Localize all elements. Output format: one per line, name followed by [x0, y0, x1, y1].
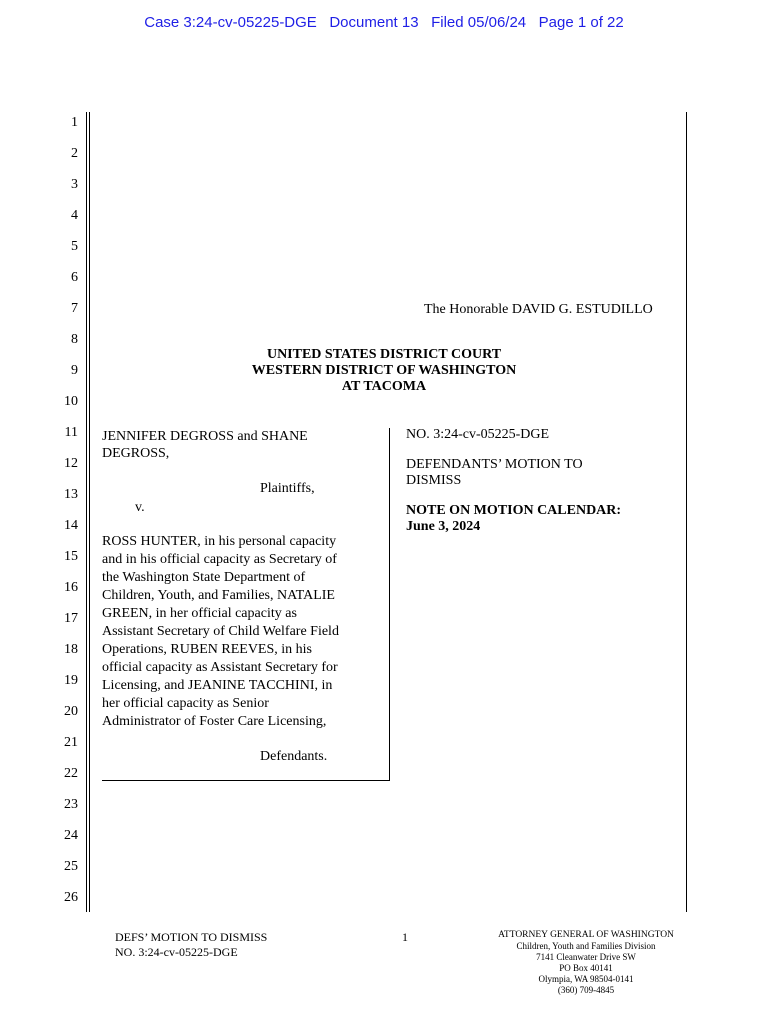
line-number: 23	[64, 797, 78, 812]
line-number: 8	[71, 332, 78, 347]
footer-document-title: DEFS’ MOTION TO DISMISS	[115, 930, 268, 944]
left-margin-rule-outer	[86, 112, 87, 912]
line-number: 15	[64, 549, 78, 564]
footer-page-number: 1	[402, 930, 408, 944]
line-number: 18	[64, 642, 78, 657]
defendants-line: the Washington State Department of	[102, 570, 306, 585]
defendants-line: Children, Youth, and Families, NATALIE	[102, 588, 335, 603]
line-number: 16	[64, 580, 78, 595]
line-number: 6	[71, 270, 78, 285]
defendants-line: ROSS HUNTER, in his personal capacity	[102, 534, 337, 549]
line-number: 20	[64, 704, 78, 719]
line-number: 19	[64, 673, 78, 688]
right-margin-rule	[686, 112, 687, 912]
footer-case-number: NO. 3:24-cv-05225-DGE	[115, 945, 238, 959]
versus: v.	[135, 500, 145, 515]
line-number: 13	[64, 487, 78, 502]
line-number: 21	[64, 735, 78, 750]
defendants-line: and in his official capacity as Secretary of	[102, 552, 337, 567]
line-number: 17	[64, 611, 78, 626]
line-number: 2	[71, 146, 78, 161]
ecf-header	[0, 14, 768, 31]
line-number: 5	[71, 239, 78, 254]
ag-street: 7141 Cleanwater Drive SW	[536, 952, 636, 962]
plaintiffs-names-cont: DEGROSS,	[102, 446, 170, 461]
case-number: Case 3:24-cv-05225-DGE	[144, 14, 317, 31]
motion-calendar-date: June 3, 2024	[406, 519, 481, 534]
filed-date: Filed 05/06/24	[431, 14, 527, 31]
line-number: 22	[64, 766, 78, 781]
court-name: UNITED STATES DISTRICT COURT	[266, 347, 502, 362]
defendants-line: Operations, RUBEN REEVES, in his	[102, 642, 312, 657]
judge-name: The Honorable DAVID G. ESTUDILLO	[424, 302, 653, 317]
line-number: 3	[71, 177, 78, 192]
line-number: 1	[71, 115, 78, 130]
court-location: AT TACOMA	[341, 379, 427, 394]
page-count: Page 1 of 22	[538, 14, 624, 31]
line-number: 25	[64, 859, 78, 874]
defendants-label: Defendants.	[260, 749, 328, 764]
line-number: 12	[64, 456, 78, 471]
defendants-line: Administrator of Foster Care Licensing,	[102, 714, 327, 729]
defendants-line: Assistant Secretary of Child Welfare Field	[102, 624, 339, 639]
line-number: 24	[64, 828, 78, 843]
document-number: Document 13	[329, 14, 419, 31]
defendants-line: GREEN, in her official capacity as	[102, 606, 297, 621]
ag-division: Children, Youth and Families Division	[516, 941, 656, 951]
case-number-label: NO. 3:24-cv-05225-DGE	[406, 427, 550, 442]
ag-phone: (360) 709-4845	[557, 985, 615, 995]
line-number: 10	[64, 394, 78, 409]
court-district: WESTERN DISTRICT OF WASHINGTON	[251, 363, 517, 378]
motion-title: DEFENDANTS’ MOTION TO	[406, 457, 583, 472]
plaintiffs-label: Plaintiffs,	[260, 481, 315, 496]
line-number: 9	[71, 363, 78, 378]
line-number: 14	[64, 518, 78, 533]
left-margin-rule-inner	[89, 112, 90, 912]
motion-calendar-note: NOTE ON MOTION CALENDAR:	[406, 503, 622, 518]
ag-office: ATTORNEY GENERAL OF WASHINGTON	[498, 930, 674, 940]
defendants-line: official capacity as Assistant Secretary for	[102, 660, 338, 675]
ag-city: Olympia, WA 98504-0141	[538, 974, 634, 984]
ag-po-box: PO Box 40141	[559, 963, 613, 973]
line-number: 7	[71, 301, 78, 316]
defendants-line: her official capacity as Senior	[102, 696, 269, 711]
plaintiffs-names: JENNIFER DEGROSS and SHANE	[102, 429, 308, 444]
line-number: 11	[64, 425, 78, 440]
line-number: 26	[64, 890, 78, 905]
motion-title-cont: DISMISS	[406, 473, 462, 488]
line-number: 4	[71, 208, 78, 223]
defendants-line: Licensing, and JEANINE TACCHINI, in	[102, 678, 333, 693]
